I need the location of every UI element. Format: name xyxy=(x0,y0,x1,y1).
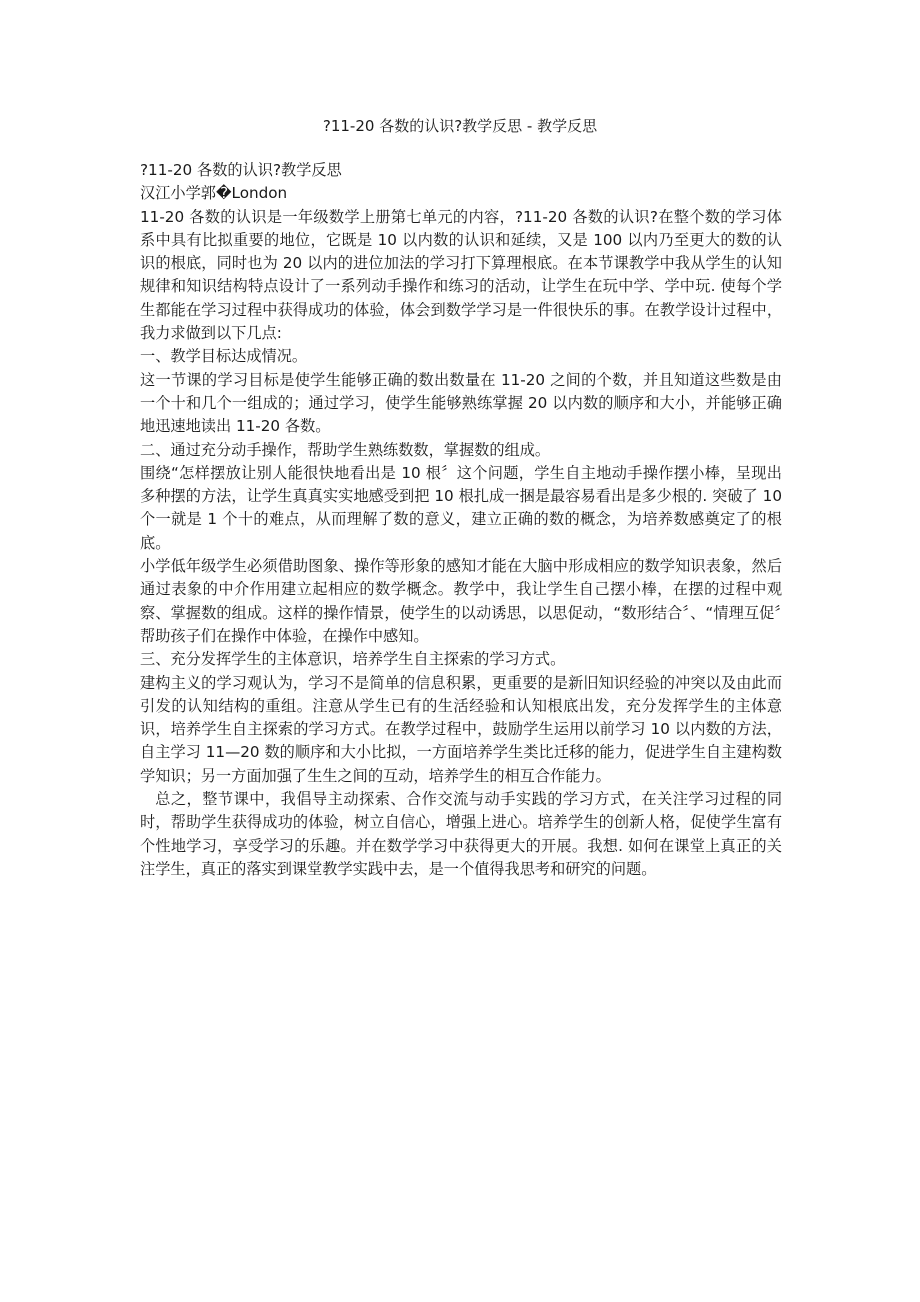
document-body xyxy=(140,159,782,881)
paragraph-hands-on: 围绕“怎样摆放让别人能很快地看出是 10 根〞这个问题，学生自主地动手操作摆小棒，呈现出多种摆的方法，让学生真真实实地感受到把 10 根扎成一捆是最容易看出是多少根的. 突破了 10 个一就是 1 个十的难点，从而理解了数的意义，建立正确的数的概念，为培养数感奠定了的根底。 xyxy=(140,463,782,552)
author-line: 汉江小学郭�London xyxy=(140,184,288,203)
paragraph-constructivism: 建构主义的学习观认为，学习不是简单的信息积累，更重要的是新旧知识经验的冲突以及由此而引发的认知结构的重组。注意从学生已有的生活经验和认知根底出发，充分发挥学生的主体意识，培养学生自主探索的学习方式。在教学过程中，鼓励学生运用以前学习 10 以内数的方法，自主学习 11—20 数的顺序和大小比拟，一方面培养学生类比迁移的能力，促进学生自主建构数学知识；另一方面加强了生生之间的互动，培养学生的相互合作能力。 xyxy=(140,673,782,785)
section-heading-3: 三、充分发挥学生的主体意识，培养学生自主探索的学习方式。 xyxy=(140,650,566,669)
paragraph-intro: 11-20 各数的认识是一年级数学上册第七单元的内容，?11-20 各数的认识?在整个数的学习体系中具有比拟重要的地位，它既是 10 以内数的认识和延续，又是 100 以内乃至更大的数的认识的根底，同时也为 20 以内的进位加法的学习打下算理根底。在本节课教学中我从学生的认知规律和知识结构特点设计了一系列动手操作和练习的活动，让学生在玩中学、学中玩. 使每个学生都能在学习过程中获得成功的体验，体会到数学学习是一件很快乐的事。在教学设计过程中，我力求做到以下几点: xyxy=(140,207,782,343)
section-heading-2: 二、通过充分动手操作，帮助学生熟练数数，掌握数的组成。 xyxy=(140,440,551,459)
section-heading-1: 一、教学目标达成情况。 xyxy=(140,347,308,366)
paragraph-perception: 小学低年级学生必须借助图象、操作等形象的感知才能在大脑中形成相应的数学知识表象，然后通过表象的中介作用建立起相应的数学概念。教学中，我让学生自己摆小棒，在摆的过程中观察、掌握数的组成。这样的操作情景，使学生的以动诱思，以思促动，“数形结合〞、“情理互促〞帮助孩子们在操作中体验，在操作中感知。 xyxy=(140,557,782,645)
document-heading: ?11-20 各数的认识?教学反思 xyxy=(140,161,342,179)
page-title: ?11-20 各数的认识?教学反思 - 教学反思 xyxy=(322,117,598,135)
paragraph-conclusion: 总之，整节课中，我倡导主动探索、合作交流与动手实践的学习方式，在关注学习过程的同时，帮助学生获得成功的体验，树立自信心，增强上进心。培养学生的创新人格，促使学生富有个性地学习，享受学习的乐趣。并在数学学习中获得更大的开展。我想. 如何在课堂上真正的关注学生，真正的落实到课堂教学实践中去，是一个值得我思考和研究的问题。 xyxy=(140,790,782,878)
paragraph-goals: 这一节课的学习目标是使学生能够正确的数出数量在 11-20 之间的个数，并且知道这些数是由一个十和几个一组成的；通过学习，使学生能够熟练掌握 20 以内数的顺序和大小，并能够正确地迅速地读出 11-20 各数。 xyxy=(140,370,782,436)
